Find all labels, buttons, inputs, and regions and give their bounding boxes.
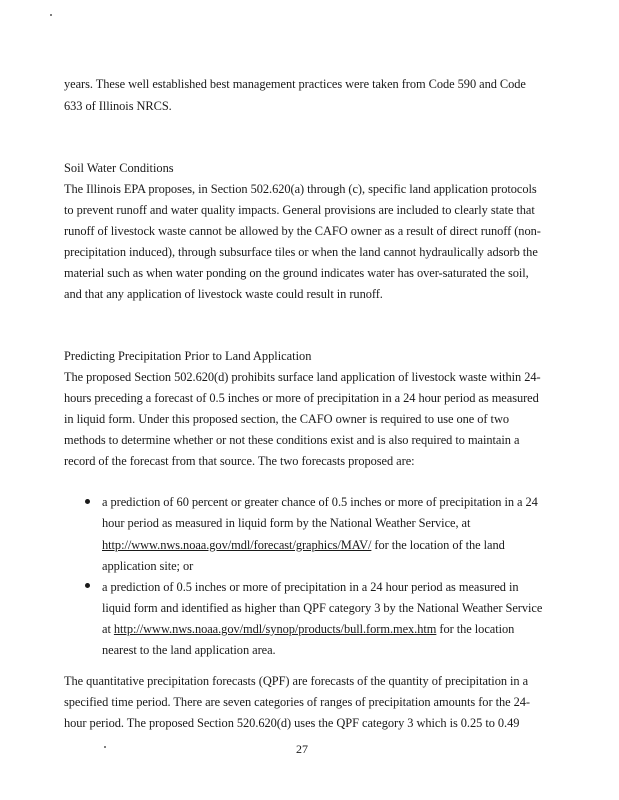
scan-speck: [104, 746, 106, 748]
paragraph-line: precipitation induced), through subsurface tiles or when the land cannot hydraulically adsorb the: [64, 245, 538, 259]
paragraph-line: record of the forecast from that source. The two forecasts proposed are:: [64, 454, 415, 468]
paragraph-line: and that any application of livestock waste could result in runoff.: [64, 287, 383, 301]
paragraph-line: The Illinois EPA proposes, in Section 502.620(a) through (c), specific land application protocols: [64, 182, 537, 196]
paragraph-line: specified time period. There are seven categories of ranges of precipitation amounts for the 24-: [64, 695, 530, 709]
page-number: 27: [296, 742, 308, 756]
paragraph-line: The quantitative precipitation forecasts (QPF) are forecasts of the quantity of precipitation in a: [64, 674, 529, 688]
bullet-line: a prediction of 0.5 inches or more of precipitation in a 24 hour period as measured in: [102, 580, 519, 594]
paragraph-line: to prevent runoff and water quality impacts. General provisions are included to clearly state that: [64, 203, 535, 217]
paragraph-line: methods to determine whether or not these conditions exist and is also required to maintain a: [64, 433, 520, 447]
paragraph-line: years. These well established best management practices were taken from Code 590 and Code: [64, 77, 526, 91]
bullet-text: for the location of the land: [371, 538, 505, 552]
bullet-icon: [85, 499, 90, 504]
bullet-icon: [85, 583, 90, 588]
paragraph-line: hour period. The proposed Section 520.620(d) uses the QPF category 3 which is 0.25 to 0.49: [64, 716, 520, 730]
scan-speck: [50, 14, 52, 16]
bullet-line: liquid form and identified as higher than QPF category 3 by the National Weather Service: [102, 601, 543, 615]
bullet-line: nearest to the land application area.: [102, 643, 276, 657]
paragraph-line: runoff of livestock waste cannot be allowed by the CAFO owner as a result of direct runoff (non-: [64, 224, 541, 238]
paragraph-line: hours preceding a forecast of 0.5 inches or more of precipitation in a 24 hour period as measured: [64, 391, 539, 405]
bullet-line: [102, 621, 514, 637]
bullet-line: application site; or: [102, 559, 194, 573]
bullet-line: a prediction of 60 percent or greater chance of 0.5 inches or more of precipitation in a 24: [102, 495, 538, 509]
paragraph-line: in liquid form. Under this proposed section, the CAFO owner is required to use one of two: [64, 412, 509, 426]
paragraph-line: 633 of Illinois NRCS.: [64, 99, 172, 113]
bullet-line: [102, 537, 505, 553]
paragraph-line: The proposed Section 502.620(d) prohibits surface land application of livestock waste within 24-: [64, 370, 541, 384]
bullet-text: for the location: [436, 622, 515, 636]
section-heading-soil-water: Soil Water Conditions: [64, 161, 174, 175]
nws-mex-link[interactable]: http://www.nws.noaa.gov/mdl/synop/products/bull.form.mex.htm: [113, 622, 437, 636]
paragraph-line: material such as when water ponding on the ground indicates water has over-saturated the soil,: [64, 266, 529, 280]
bullet-text: at: [102, 622, 114, 636]
section-heading-precipitation: Predicting Precipitation Prior to Land Application: [64, 349, 312, 363]
bullet-line: hour period as measured in liquid form by the National Weather Service, at: [102, 516, 471, 530]
nws-mav-link[interactable]: http://www.nws.noaa.gov/mdl/forecast/graphics/MAV/: [102, 538, 372, 552]
